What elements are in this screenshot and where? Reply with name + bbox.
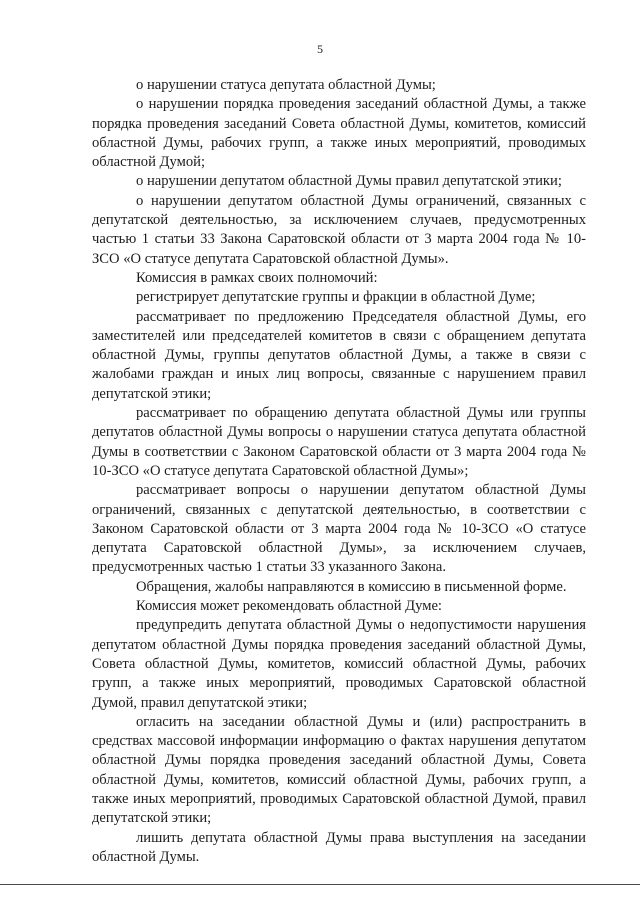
paragraph: о нарушении статуса депутата областной Думы; xyxy=(136,77,436,93)
paragraph: регистрирует депутатские группы и фракции в областной Думе; xyxy=(136,289,536,306)
paragraph: Комиссия в рамках своих полномочий: xyxy=(136,269,378,286)
paragraph: рассматривает вопросы о нарушении депутатом областной Думы ограничений, связанных с депутатской деятельностью, в соответствии с Законом Саратовской области от 3 марта 2004 года № 10-ЗСО «О статусе депутата Саратовской областной Думы», за исключением случаев, предусмотренных частью 1 статьи 33 указанного Закона. xyxy=(92,482,586,576)
document-body xyxy=(92,76,586,867)
paragraph: рассматривает по предложению Председателя областной Думы, его заместителей или председателей комитетов в связи с обращением депутата областной Думы, группы депутатов областной Думы, а также в связи с жалобами граждан и иных лиц вопросы, связанные с нарушением правил депутатской этики; xyxy=(92,308,586,402)
paragraph: о нарушении депутатом областной Думы ограничений, связанных с депутатской деятельностью, за исключением случаев, предусмотренных частью 1 статьи 33 Закона Саратовской области от 3 марта 2004 года № 10-ЗСО «О статусе депутата Саратовской областной Думы». xyxy=(92,192,586,267)
paragraph: Комиссия может рекомендовать областной Думе: xyxy=(136,598,442,615)
paragraph: лишить депутата областной Думы права выступления на заседании областной Думы. xyxy=(92,829,586,865)
paragraph: о нарушении депутатом областной Думы правил депутатской этики; xyxy=(136,173,562,190)
paragraph: предупредить депутата областной Думы о недопустимости нарушения депутатом областной Думы порядка проведения заседаний областной Думы, Совета областной Думы, комитетов, комиссий областной Думы, рабочих групп, а также иных мероприятий, проводимых Саратовской областной Думой, правил депутатской этики; xyxy=(92,617,586,711)
page-number: 5 xyxy=(317,42,323,56)
paragraph: о нарушении порядка проведения заседаний областной Думы, а также порядка проведения заседаний Совета областной Думы, комитетов, комиссий областной Думы, рабочих групп, а также иных мероприятий, проводимых областной Думой; xyxy=(92,96,586,171)
paragraph: огласить на заседании областной Думы и (или) распространить в средствах массовой информации информацию о фактах нарушения депутатом областной Думы порядка проведения заседаний областной Думы, Совета областной Думы, комитетов, комиссий областной Думы, рабочих групп, а также иных мероприятий, проводимых Саратовской областной Думой, правил депутатской этики; xyxy=(92,713,586,827)
scan-edge-line xyxy=(0,884,640,885)
paragraph: Обращения, жалобы направляются в комиссию в письменной форме. xyxy=(136,578,567,595)
paragraph: рассматривает по обращению депутата областной Думы или группы депутатов областной Думы вопросы о нарушении статуса депутата областной Думы в соответствии с Законом Саратовской области от 3 марта 2004 года № 10-ЗСО «О статусе депутата Саратовской областной Думы»; xyxy=(92,405,586,479)
